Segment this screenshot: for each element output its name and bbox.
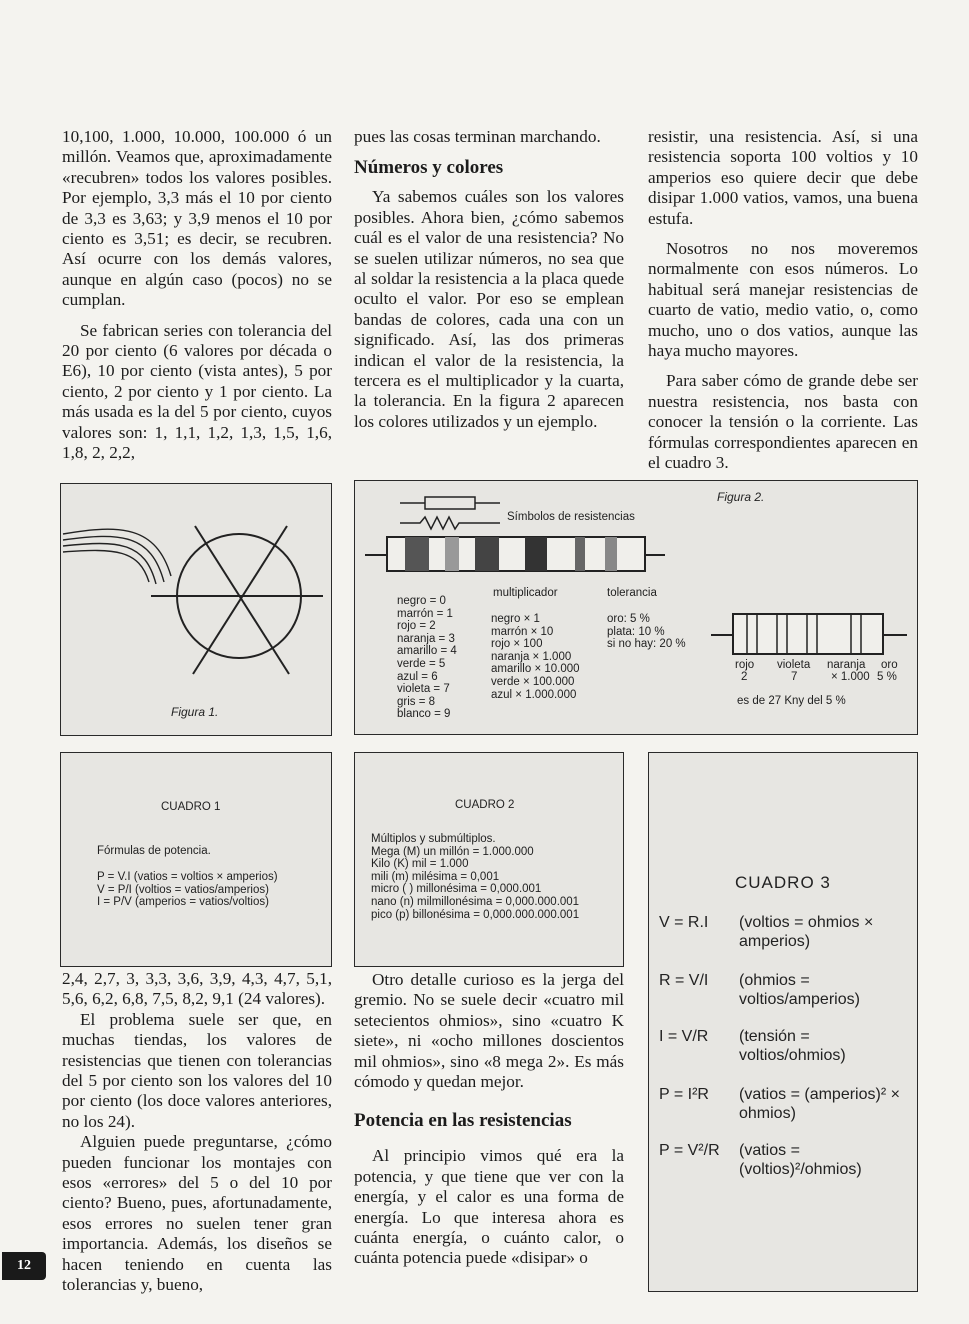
formula-description: (vatios = (voltios)²/ohmios) [739,1142,862,1178]
formula: R = V/I [659,972,709,989]
figure-2-caption: Figura 2. [717,490,765,504]
formula-description: (ohmios = voltios/amperios) [739,972,860,1008]
list-item: azul = 6 [397,670,438,683]
example-resistor [711,611,911,657]
list-item: rojo × 100 [491,638,543,651]
list-item: rojo = 2 [397,620,436,633]
formula: V = R.I [659,914,709,931]
section-heading: Números y colores [354,157,504,179]
paragraph: Se fabrican series con tolerancia del 20 por ciento (6 valores por década o E6), 10 por ciento (vista antes), 5 por ciento, 2 por ciento y 1 por ciento. La más usada es la del 5 por ciento, cuyos valores son: 1, 1,1, 1,2, 1,3, 1,5, 1,6, 1,8, 2, 2,2, [62,320,332,463]
cuadro-3 [648,752,918,1292]
formula: P = I²R [659,1086,709,1103]
paragraph: 2,4, 2,7, 3, 3,3, 3,6, 3,9, 4,3, 4,7, 5,1, 5,6, 6,2, 6,8, 7,5, 8,2, 9,1 (24 valores). [62,969,332,1009]
column-2-top [354,127,624,442]
list-item: verde × 100.000 [491,675,575,688]
example-band-label: oro [881,659,898,671]
list-item: naranja = 3 [397,632,455,645]
example-band-value: 7 [791,671,798,683]
formula-line: V = P/I (voltios = vatios/amperios) [97,883,269,896]
list-item: marrón × 10 [491,625,554,638]
paragraph: Alguien puede preguntarse, ¿cómo pueden funcionar los montajes con esos «errores» del 5 o del 10 por ciento? Bueno, pues, afortunadamente, esos errores no suelen tener gran importancia. Además, los diseños se hacen teniendo en cuenta las tolerancias y, bueno, [62,1132,332,1295]
multiplier-list [491,613,580,701]
section-heading: Potencia en las resistencias [354,1110,572,1132]
multiple-line: Múltiplos y submúltiplos. [371,833,496,845]
paragraph: 10,100, 1.000, 10.000, 100.000 ó un millón. Veamos que, aproximadamente «recubren» todos los valores posibles. Por ejemplo, 3,3 más el 10 por ciento de 3,3 es 3,63; y 3,9 menos el 10 por ciento es 3,51; es decir, se recubren. Así ocurre con los demás valores, aunque en algún caso (pocos) no se cumplan. [62,127,332,310]
column-2-bottom [354,970,624,1279]
formula: P = V²/R [659,1142,720,1159]
tolerance-list [607,613,686,651]
multiple-line: Kilo (K) mil = 1.000 [371,858,469,871]
example-band-value: 5 % [877,671,897,683]
cuadro-1-subtitle: Fórmulas de potencia. [97,845,211,857]
column-1-top [62,127,332,474]
multiple-line: nano (n) milmillonésima = 0,000.000.001 [371,895,580,908]
figure-2 [354,480,918,735]
multiple-line: mili (m) milésima = 0,001 [371,870,500,883]
list-item: negro × 1 [491,613,540,625]
cuadro-1-title: CUADRO 1 [161,801,221,813]
example-band-label: violeta [777,659,811,671]
cuadro-2-lines [371,833,579,921]
cuadro-1 [60,752,332,967]
cuadro-2 [354,752,624,967]
list-item: azul × 1.000.000 [491,688,577,701]
symbols-label: Símbolos de resistencias [507,511,635,523]
formula-description: (voltios = ohmios × amperios) [739,914,874,950]
example-band-value: 2 [741,671,748,683]
cuadro-1-formulas [97,871,278,909]
list-item: verde = 5 [397,657,446,670]
list-item: negro = 0 [397,595,446,607]
example-band-value: × 1.000 [831,671,870,683]
color-band-resistor [365,535,665,575]
example-band-label: rojo [735,659,755,671]
paragraph: Para saber cómo de grande debe ser nuestra resistencia, nos basta con conocer la tensión o la corriente. Las fórmulas correspondientes aparecen en el cuadro 3. [648,371,918,473]
multiple-line: Mega (M) un millón = 1.000.000 [371,845,534,858]
paragraph: Nosotros no nos moveremos normalmente con esos números. Lo habitual será manejar resistencias de cuarto de vatio, medio vatio, o, como mucho, uno o dos vatios, aunque las haya mucho mayores. [648,239,918,361]
formula-line: P = V.I (vatios = voltios × amperios) [97,871,278,883]
formula-line: I = P/V (amperios = vatios/voltios) [97,896,269,909]
list-item: violeta = 7 [397,683,450,696]
paragraph: pues las cosas terminan marchando. [354,127,601,146]
paragraph: Al principio vimos qué era la potencia, y que tiene que ver con la energía, y el calor es una forma de energía. Lo que interesa ahora es cuánta energía, o cuánto calor, o cuánta potencia puede «disipar» o [354,1146,624,1268]
cuadro-2-title: CUADRO 2 [455,799,515,811]
paragraph: resistir, una resistencia. Así, si una resistencia soporta 100 voltios y 10 amperios eso quiere decir que debe disipar 1.000 vatios, vamos, una buena estufa. [648,127,918,228]
formula-description: (tensión = voltios/ohmios) [739,1028,846,1064]
multiple-line: pico (p) billonésima = 0,000.000.000.001 [371,908,580,921]
list-item: oro: 5 % [607,613,650,625]
multiple-line: micro ( ) millonésima = 0,000.001 [371,883,542,896]
column-1-bottom [62,969,332,1296]
list-item: naranja × 1.000 [491,650,572,663]
list-item: blanco = 9 [397,708,451,721]
paragraph: Ya sabemos cuáles son los valores posibles. Ahora bien, ¿cómo sabemos cuál es el valor de una resistencia? No se suelen utilizar números, no sea que al soldar la resistencia a la placa quede oculto el valor. Por eso se emplean bandas de colores, cada una con un significado. Así, las dos primeras indican el valor de la resistencia, la tercera es el multiplicador y la cuarta, la tolerancia. En la figura 2 aparecen los colores utilizados y un ejemplo. [354,187,624,431]
list-item: amarillo = 4 [397,645,457,658]
tolerance-title: tolerancia [607,587,657,599]
formula: I = V/R [659,1028,709,1045]
paragraph: Otro detalle curioso es la jerga del gremio. No se suele decir «cuatro mil setecientos ohmios», sino «cuatro K siete», ni «ocho millones doscientos mil ohmios», sino «8 mega 2». Es más cómodo y quedan mejor. [354,970,624,1092]
list-item: marrón = 1 [397,607,453,620]
list-item: plata: 10 % [607,625,665,638]
color-code-list [397,595,457,721]
example-result: es de 27 Kny del 5 % [737,695,846,707]
cuadro-3-title: CUADRO 3 [735,873,831,892]
multiplier-title: multiplicador [493,587,558,599]
figure-1-drawing [61,484,331,734]
list-item: si no hay: 20 % [607,638,686,651]
paragraph: El problema suele ser que, en muchas tiendas, los valores de resistencias que tienen con tolerancias del 5 por ciento son los valores del 10 por ciento (los doce valores anteriores, no los 24). [62,1009,332,1131]
list-item: amarillo × 10.000 [491,663,580,676]
resistor-symbols [395,491,515,531]
example-band-label: naranja [827,659,866,671]
figure-1-caption: Figura 1. [171,705,219,719]
formula-description: (vatios = (amperios)² × ohmios) [739,1086,900,1122]
column-3-top [648,127,918,484]
figure-1 [60,483,332,736]
page-number: 12 [2,1252,46,1280]
list-item: gris = 8 [397,695,436,708]
